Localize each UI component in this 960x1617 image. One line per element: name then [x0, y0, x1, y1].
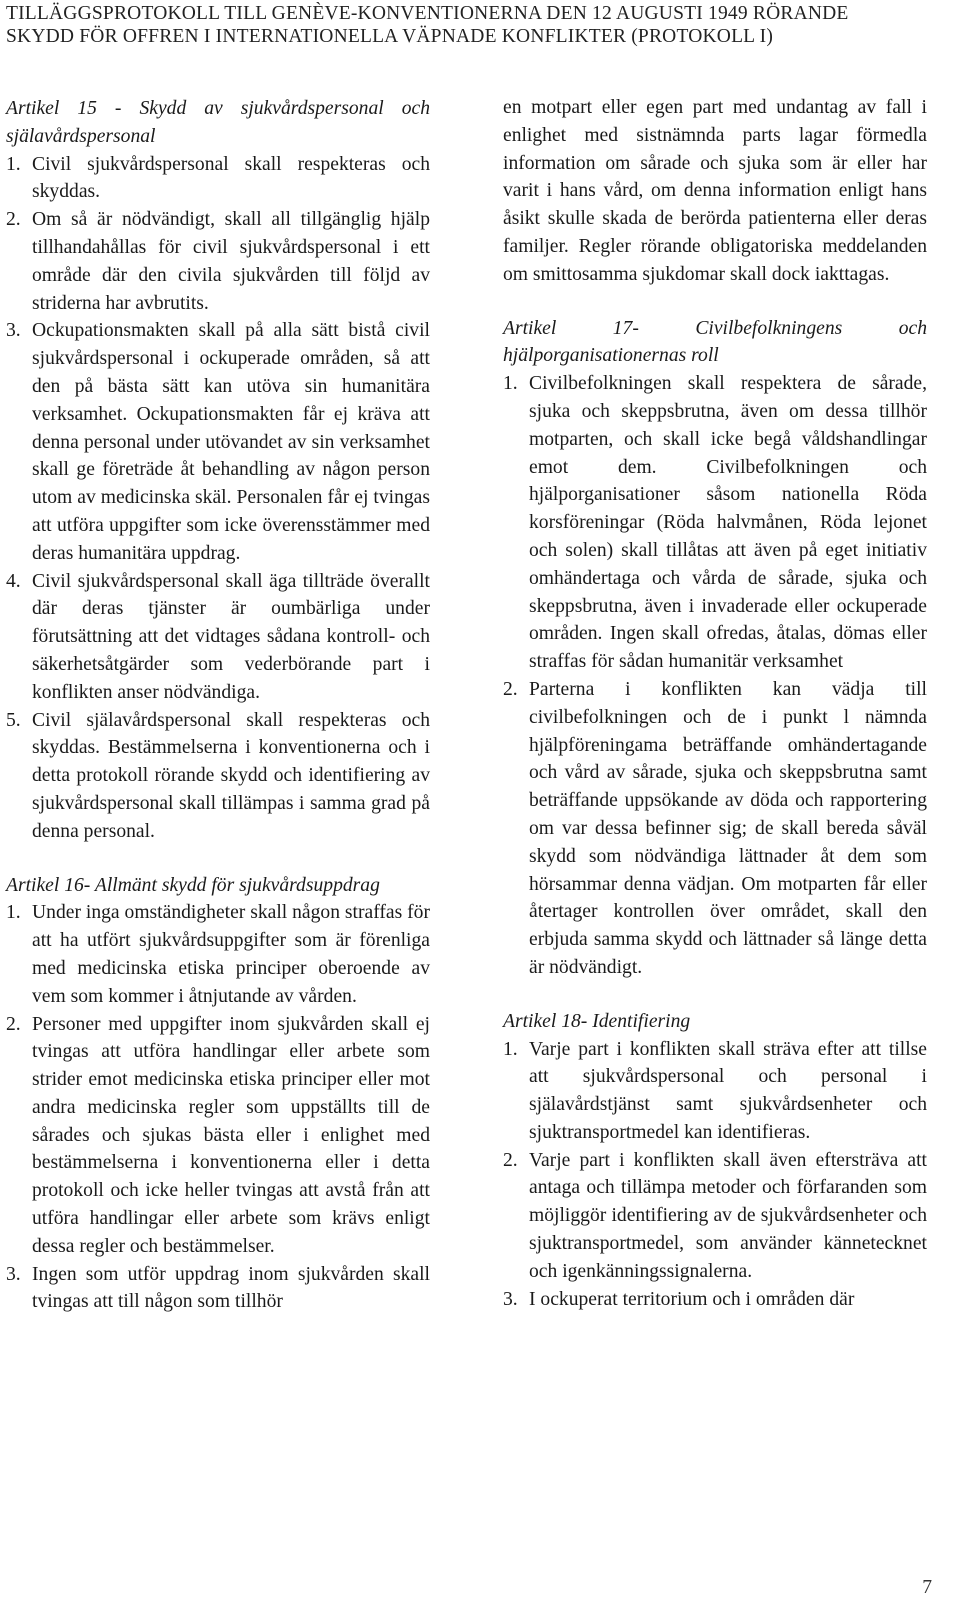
article-15-item-1: 1. Civil sjukvårdspersonal skall respekteras och skyddas.	[6, 153, 430, 203]
article-16-item-3: 3. Ingen som utför uppdrag inom sjukvården skall tvingas att till någon som tillhör	[6, 1263, 430, 1313]
document-header	[6, 2, 954, 48]
article-18-item-2: 2. Varje part i konflikten skall även eftersträva att antaga och tillämpa metoder och förfaranden som möjliggör identifiering av de sjukvårdsenheter och sjuktransportmedel, som använder kännetecknet och igenkänningssignalerna.	[503, 1149, 927, 1282]
right-column	[503, 94, 927, 1313]
article-15-item-3: 3. Ockupationsmakten skall på alla sätt bistå civil sjukvårdspersonal i ockuperade områden, så att den på bästa sätt kan utöva sin humanitära verksamhet. Ockupationsmakten får ej kräva att denna personal under utövandet av sin verksamhet skall ge företräde åt behandling av någon person utom av medicinska skäl. Personalen får ej tvingas att utföra uppgifter som icke överensstämmer med deras humanitära uppdrag.	[6, 320, 430, 564]
article-15-body	[6, 151, 430, 846]
article-15-heading: Artikel 15 - Skydd av sjukvårdspersonal och själavårdspersonal	[6, 98, 430, 147]
header-line-1: TILLÄGGSPROTOKOLL TILL GENÈVE-KONVENTIONERNA DEN 12 AUGUSTI 1949 RÖRANDE	[6, 3, 849, 24]
article-16-item-2: 2. Personer med uppgifter inom sjukvården skall ej tvingas att utföra handlingar eller arbete som strider emot medicinska etiska principer eller mot andra medicinska regler som uppställts till de sårades och sjukas bästa eller i enlighet med bestämmelserna i konventionerna eller i detta protokoll och icke heller tvingas att avstå från att utföra handlingar eller arbete som krävs enligt dessa regler och bestämmelser.	[6, 1013, 430, 1257]
article-18-item-3: 3. I ockuperat territorium och i områden där	[503, 1288, 855, 1310]
article-18-heading: Artikel 18- Identifiering	[503, 1010, 691, 1032]
article-18-body	[503, 1036, 927, 1314]
page-number: 7	[922, 1577, 932, 1598]
article-17-body	[503, 370, 927, 982]
article-17-heading: Artikel 17- Civilbefolkningens och hjälporganisationernas roll	[503, 317, 927, 367]
article-16-heading: Artikel 16- Allmänt skydd för sjukvårdsuppdrag	[6, 874, 380, 896]
continuation-paragraph: en motpart eller egen part med undantag av fall i enlighet med sistnämnda parts lagar förmedla information om sårade och sjuka som är eller har varit i hans vård, om denna information enligt hans åsikt skulle skada de berörda patienterna eller deras familjer. Regler rörande obligatoriska meddelanden om smittosamma sjukdomar skall dock iakttagas.	[503, 97, 927, 285]
article-15-item-2: 2. Om så är nödvändigt, skall all tillgänglig hjälp tillhandahållas för civil sjukvårdspersonal i ett område där den civila sjukvården till följd av striderna har avbrutits.	[6, 209, 430, 314]
article-16-item-1: 1. Under inga omständigheter skall någon straffas för att ha utfört sjukvårdsuppgifter som är förenliga med medicinska etiska principer oberoende av vem som kommer i åtnjutande av vården.	[6, 902, 430, 1007]
article-17-item-2: 2. Parterna i konflikten kan vädja till civilbefolkningen och de i punkt l nämnda hjälpföreningama beträffande omhändertagande och vård av sårade, sjuka och skeppsbrutna samt beträffande uppsökande av döda och rapportering om var dessa befinner sig; de skall bereda såväl skydd som nödvändiga lättnader åt dem som hörsammar denna vädjan. Om motparten får eller återtager kontrollen över området, skall den erbjuda samma skydd och lättnader så länge detta är nödvändigt.	[503, 678, 927, 978]
article-15-item-5: 5. Civil själavårdspersonal skall respekteras och skyddas. Bestämmelserna i konventionerna och i detta protokoll rörande skydd och identifiering av sjukvårdspersonal skall tillämpas i samma grad på denna personal.	[6, 709, 430, 842]
article-18-item-1: 1. Varje part i konflikten skall sträva efter att tillse att sjukvårdspersonal och personal i själavårdstjänst samt sjukvårdsenheter och sjuktransportmedel kan identifieras.	[503, 1038, 927, 1143]
article-17-item-1: 1. Civilbefolkningen skall respektera de sårade, sjuka och skeppsbrutna, även om dessa tillhör motparten, och skall icke begå våldshandlingar emot dem. Civilbefolkningen och hjälporganisationer såsom nationella Röda korsföreningar (Röda halvmånen, Röda lejonet och solen) skall tillåtas att även på eget initiativ omhändertaga och vårda de sårade, sjuka och skeppsbrutna, även i invaderade eller ockuperade områden. Ingen skall ofredas, åtalas, dömas eller straffas för sådan humanitär verksamhet	[503, 373, 927, 673]
left-column	[6, 95, 430, 1316]
header-line-2: SKYDD FÖR OFFREN I INTERNATIONELLA VÄPNADE KONFLIKTER (PROTOKOLL I)	[6, 26, 774, 47]
article-15-item-4: 4. Civil sjukvårdspersonal skall äga tillträde överallt där deras tjänster är oumbärliga under förutsättning att det vidtages sådana kontroll- och säkerhetsåtgärder som vederbörande part i konflikten anser nödvändiga.	[6, 570, 430, 703]
article-16-body	[6, 899, 430, 1316]
